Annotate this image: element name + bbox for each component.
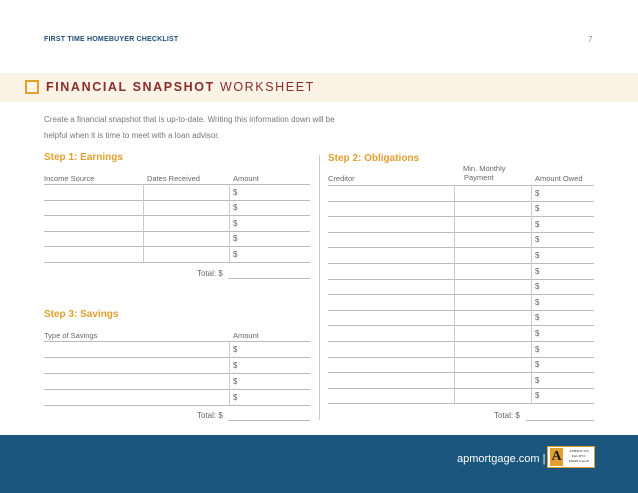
currency-symbol: $ (233, 345, 238, 354)
column-divider (319, 155, 320, 420)
earnings-total-line[interactable] (228, 278, 310, 279)
savings-total-label: Total: $ (197, 411, 223, 420)
table-row[interactable] (44, 373, 310, 374)
table-row[interactable] (328, 201, 594, 202)
earnings-col-dates-received: Dates Received (147, 174, 200, 183)
currency-symbol: $ (535, 282, 540, 292)
obligations-title: Step 2: Obligations (328, 153, 420, 164)
currency-symbol: $ (535, 219, 540, 229)
currency-symbol: $ (535, 329, 540, 338)
currency-symbol: $ (535, 391, 540, 401)
earnings-col-amount: Amount (233, 174, 259, 183)
table-header-line (328, 185, 594, 186)
currency-symbol: $ (535, 204, 540, 214)
currency-symbol: $ (535, 344, 540, 354)
currency-symbol: $ (233, 218, 238, 228)
table-column-divider (531, 185, 532, 403)
table-row[interactable] (328, 263, 594, 264)
logo-text-line: AMERICAN (569, 449, 589, 453)
earnings-col-income-source: Income Source (44, 174, 95, 183)
table-row[interactable] (328, 216, 594, 217)
obligations-total-line[interactable] (526, 420, 594, 421)
savings-col-type: Type of Savings (44, 331, 98, 340)
currency-symbol: $ (233, 187, 238, 197)
currency-symbol: $ (535, 188, 540, 198)
table-row[interactable] (328, 357, 594, 358)
currency-symbol: $ (233, 393, 238, 402)
logo-text-line: PACIFIC (571, 454, 587, 458)
currency-symbol: $ (535, 251, 540, 260)
checkbox-icon (25, 80, 39, 94)
banner-title-bold: FINANCIAL SNAPSHOT (46, 80, 215, 94)
page-number: 7 (588, 35, 593, 44)
logo-text-line: MORTGAGE (568, 459, 590, 463)
table-header-line (44, 184, 310, 185)
table-row[interactable] (328, 388, 594, 389)
obligations-col-amount-owed: Amount Owed (535, 174, 583, 183)
table-column-divider (229, 184, 230, 262)
table-row[interactable] (44, 262, 310, 263)
table-row[interactable] (328, 310, 594, 311)
table-column-divider (454, 185, 455, 403)
currency-symbol: $ (233, 361, 238, 370)
savings-title: Step 3: Savings (44, 309, 119, 320)
currency-symbol: $ (233, 234, 238, 243)
table-header-line (44, 341, 310, 342)
currency-symbol: $ (535, 266, 540, 276)
currency-symbol: $ (535, 297, 540, 307)
header-title: FIRST TIME HOMEBUYER CHECKLIST (44, 36, 179, 43)
table-row[interactable] (328, 232, 594, 233)
footer-url[interactable]: apmortgage.com | (457, 453, 546, 465)
logo-text (564, 449, 594, 464)
earnings-title: Step 1: Earnings (44, 152, 123, 163)
currency-symbol: $ (535, 360, 540, 370)
table-row[interactable] (328, 403, 594, 404)
obligations-col-creditor: Creditor (328, 174, 355, 183)
table-row[interactable] (44, 357, 310, 358)
currency-symbol: $ (233, 377, 238, 386)
currency-symbol: $ (535, 313, 540, 323)
obligations-col-min-payment-line2: Payment (464, 173, 494, 182)
savings-total-line[interactable] (228, 420, 310, 421)
table-column-divider (143, 184, 144, 262)
table-row[interactable] (328, 247, 594, 248)
table-row[interactable] (44, 200, 310, 201)
company-logo (547, 446, 595, 468)
table-row[interactable] (44, 231, 310, 232)
intro-text: Create a financial snapshot that is up-to-date. Writing this information down will be helpful when it is time to meet with a loan advisor. (44, 115, 335, 140)
table-row[interactable] (44, 215, 310, 216)
obligations-col-min-payment-line1: Min. Monthly (463, 164, 506, 173)
table-row[interactable] (328, 341, 594, 342)
table-row[interactable] (328, 279, 594, 280)
footer-bar (0, 435, 638, 493)
table-column-divider (229, 341, 230, 405)
table-row[interactable] (44, 405, 310, 406)
table-row[interactable] (328, 294, 594, 295)
currency-symbol: $ (233, 249, 238, 259)
banner-title-light: WORKSHEET (219, 80, 315, 94)
currency-symbol: $ (535, 375, 540, 385)
earnings-total-label: Total: $ (197, 269, 223, 278)
table-row[interactable] (328, 325, 594, 326)
banner-title (46, 80, 315, 94)
section-banner (0, 73, 638, 102)
table-row[interactable] (44, 389, 310, 390)
table-row[interactable] (328, 372, 594, 373)
currency-symbol: $ (535, 235, 540, 245)
savings-col-amount: Amount (233, 331, 259, 340)
table-row[interactable] (44, 246, 310, 247)
obligations-col-min-payment (463, 164, 506, 182)
logo-letter: A (551, 449, 562, 464)
obligations-total-label: Total: $ (494, 411, 520, 420)
currency-symbol: $ (233, 203, 238, 212)
